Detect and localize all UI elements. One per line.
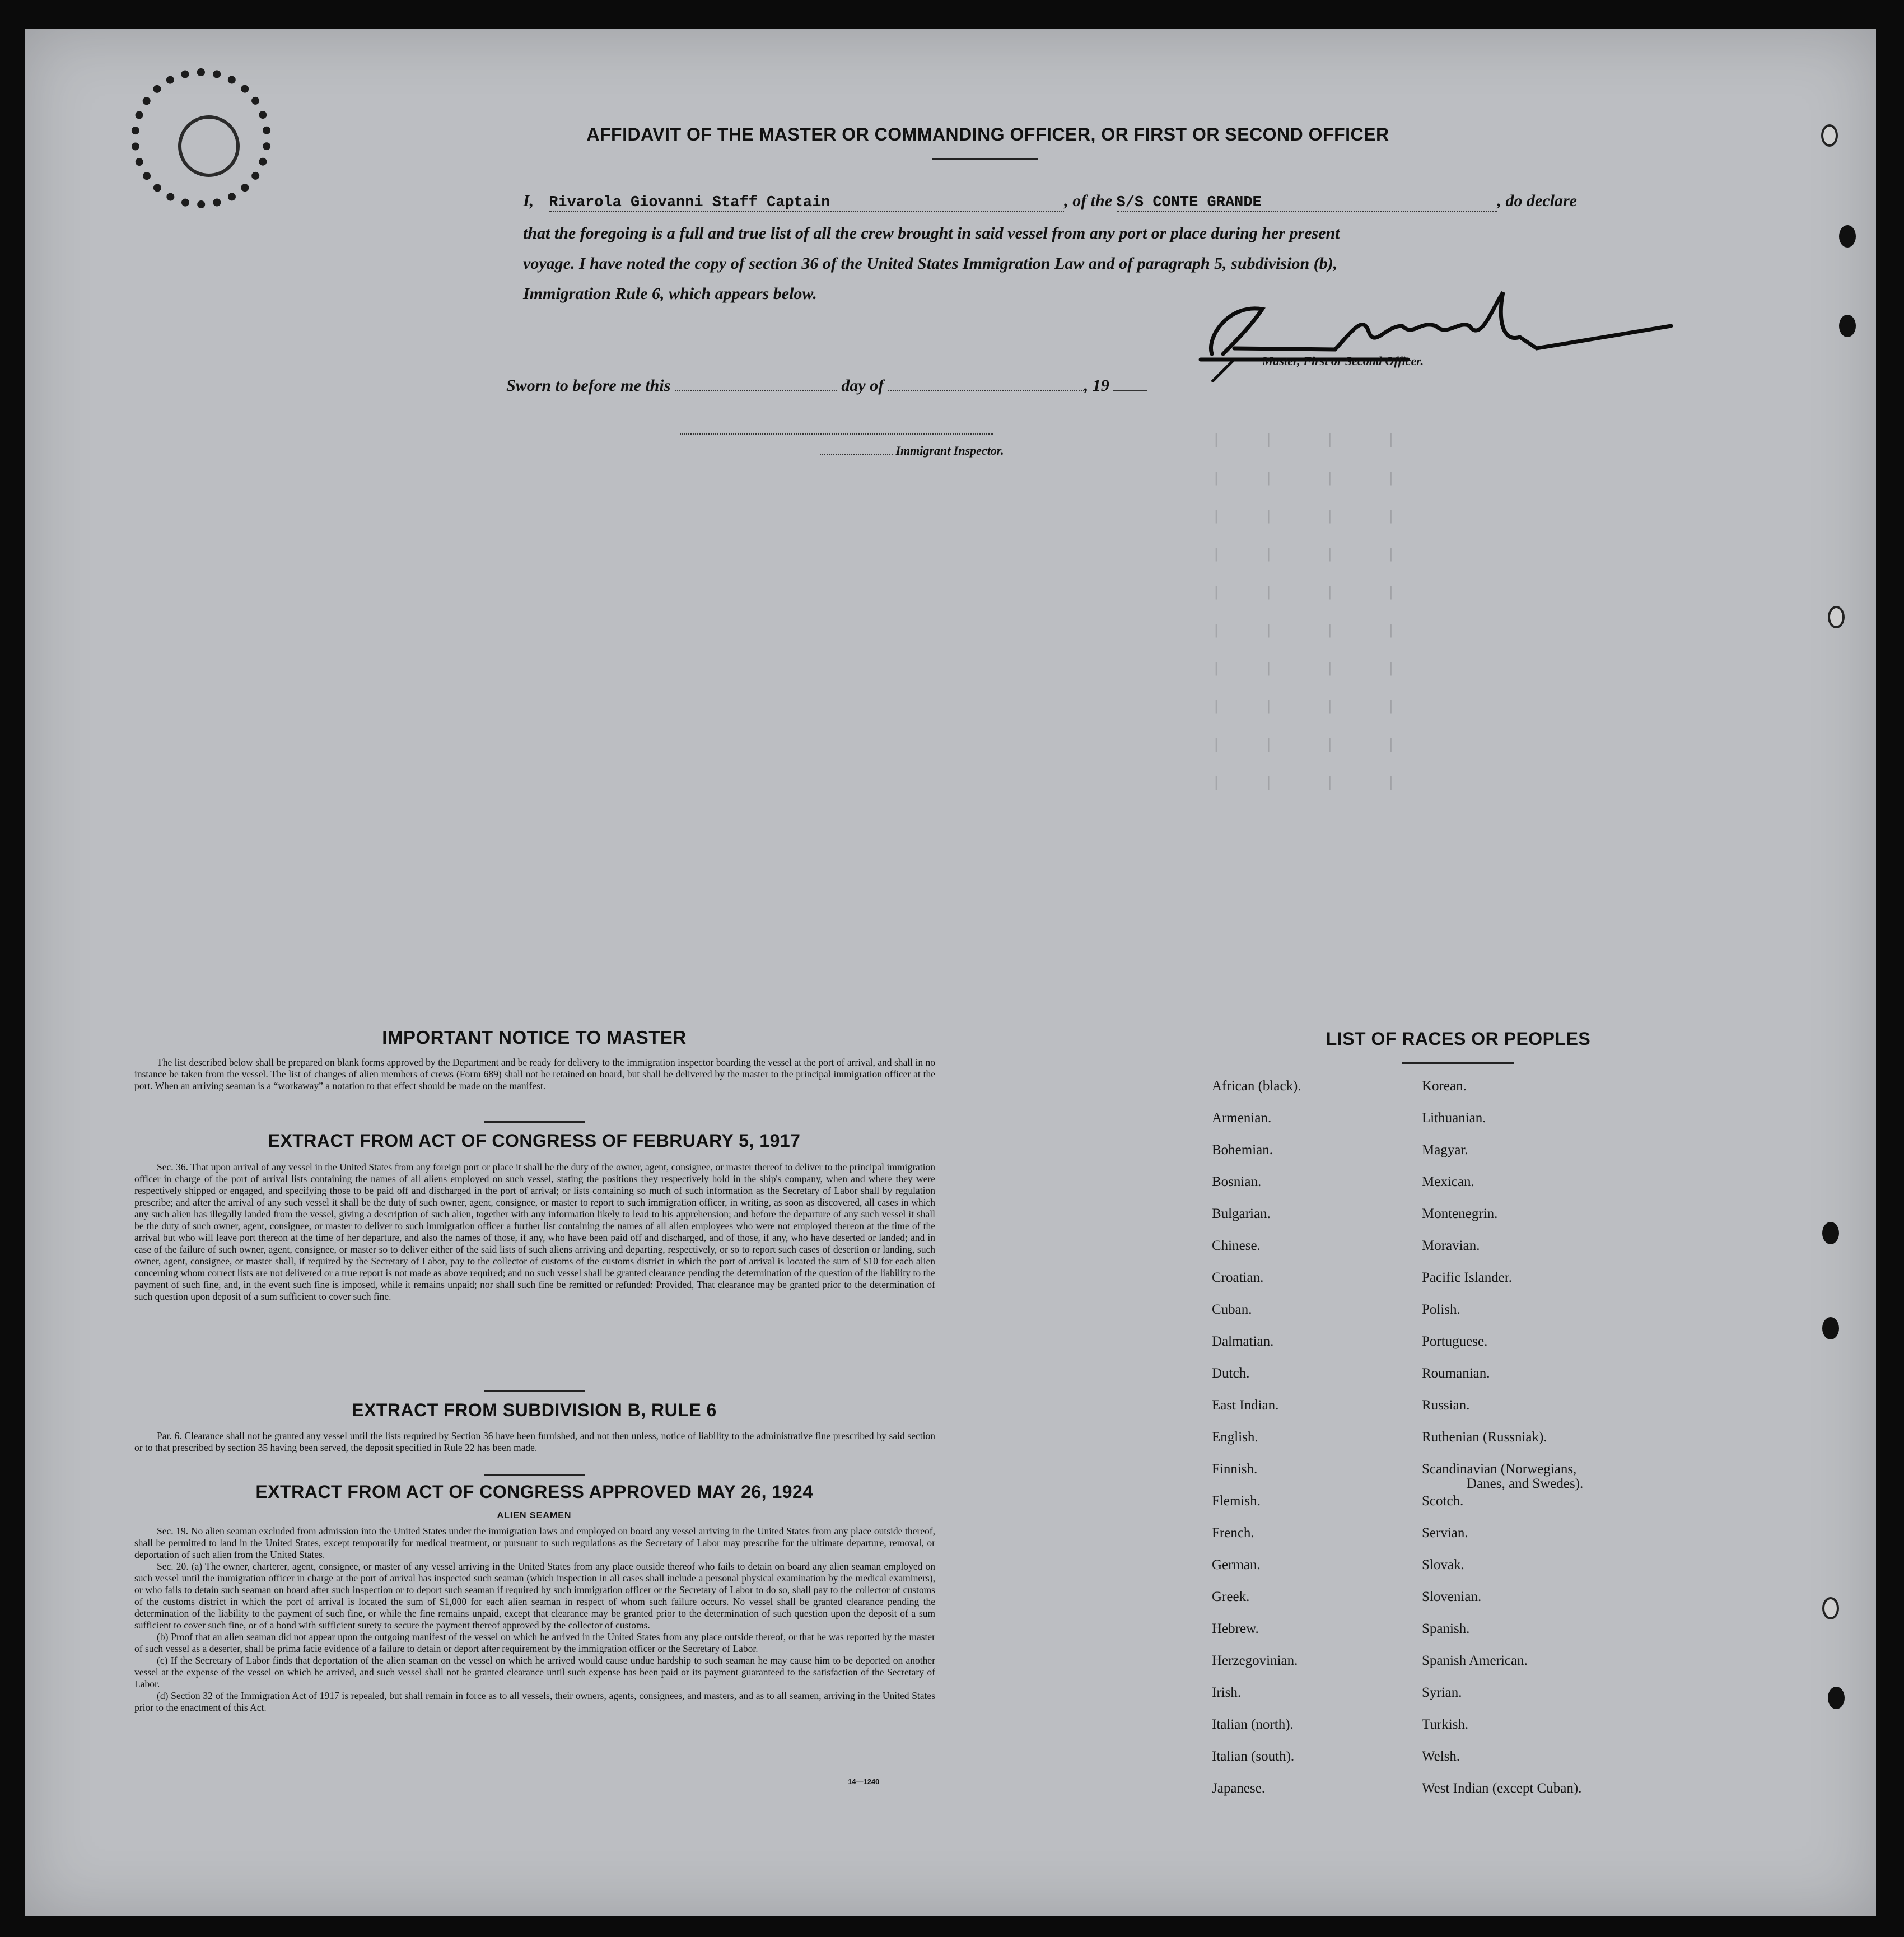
race-item: Greek. [1212,1589,1250,1604]
extract-1924-text: Sec. 19. No alien seaman excluded from admission into the United States under the immigration laws and employed on board any vessel arriving in the United States from any place outside thereof, shall be permitted to land in the United States, except temporarily for medical treatment, or pursuant to such regulations as the Secretary of Labor may prescribe for the ultimate departure, removal, or deportation of such alien from the United States. Sec. 20. (a) The owner, charterer, agent, consignee, or master of any vessel arriving in the United States from any place outside thereof who fails to detain on board any alien seaman employed on such vessel until the immigration officer in charge at the port of arrival has inspected such seaman (which inspection in all cases shall include a personal physical examination by the medical examiners), or who fails to detain such seaman on board after such inspection or to deport such seaman if required by such immigration officer or the Secretary of Labor to do so, shall pay to the collector of customs of the customs district in which the port of arrival is located the sum of $1,000 for each alien seaman in respect of whom such failure occurs. No vessel shall be granted clearance pending the determination of the liability to the payment of such fine, or while the fine remains unpaid, except that clearance may be granted prior to the determination of such question upon the deposit of a sum sufficient to cover such fine, or of a bond with sufficient surety to secure the payment thereof approved by the collector of customs. (b) Proof that an alien seaman did not appear upon the outgoing manifest of the vessel on which he arrived in the United States from any place outside thereof, or that he was reported by the master of such vessel as a deserter, shall be prima facie evidence of a failure to detain or deport after requirement by the immigration officer or the Secretary of Labor. (c) If the Secretary of Labor finds that deportation of the alien seaman on the vessel on which he arrived would cause undue hardship to such seaman he may cause him to be deported on another vessel at the expense of the vessel on which he arrived, and such vessel shall not be granted clearance until such expense has been paid or its payment guaranteed to the satisfaction of the Secretary of Labor. (d) Section 32 of the Immigration Act of 1917 is repealed, but shall remain in force as to all vessels, their owners, agents, consignees, and masters, and as to all seamen, arriving in the United States prior to the enactment of this Act. [134,1525,935,1713]
race-item: Chinese. [1212,1238,1261,1253]
affidavit-line-1 [523,192,1577,212]
inspector-signature-line [680,433,993,435]
race-item: Bulgarian. [1212,1206,1271,1221]
extract-1917-text: Sec. 36. That upon arrival of any vessel in the United States from any foreign port or place it shall be the duty of the owner, agent, consignee, or master thereof to deliver to the principal immigration officer in charge of the port of arrival lists containing the names of all aliens employed on such vessel, stating the positions they respectively hold in the ship's company, when and where they were respectively shipped or engaged, and specifying those to be paid off and discharged in the port of arrival; or lists containing so much of such information as the Secretary of Labor shall by regulation prescribe; and after the arrival of any such vessel it shall be the duty of such owner, agent, consignee, or master to report to such immigration officer, in writing, as soon as discovered, all cases in which any such alien has illegally landed from the vessel, giving a description of such alien, together with any information likely to lead to his apprehension; and before the departure of any such vessel it shall be the duty of such owner, agent, consignee, or master to deliver to such immigration officer a further list containing the names of all alien employees who were not employed thereon at the time of the arrival but who will leave port thereon at the time of her departure, and also the names of those, if any, who have been paid off and discharged, and of those, if any, who have deserted or landed; and in case of the failure of such owner, agent, consignee, or master so to deliver either of the said lists of such aliens arriving and departing, respectively, or so to report such cases of desertion or landing, such owner, agent, consignee, or master shall, if required by the Secretary of Labor, pay to the collector of customs of the customs district in which the port of arrival is located the sum of $10 for each alien concerning whom correct lists are not delivered or a true report is not made as above required; and no such vessel shall be granted clearance pending the determination of the question of the liability to the payment of such fine, and, in the event such fine is imposed, while it remains unpaid; nor shall such fine be remitted or refunded: Provided, That clearance may be granted prior to the determination of such question upon deposit of a sum sufficient to cover such fine. [134,1161,935,1302]
race-item: Moravian. [1422,1238,1480,1253]
sworn-prefix: Sworn to before me this [506,376,671,395]
race-item: Syrian. [1422,1685,1462,1700]
alien-seamen-subtitle: ALIEN SEAMEN [497,1511,572,1520]
sworn-line [506,376,1147,395]
race-item: Dutch. [1212,1366,1250,1381]
form-number: 14—1240 [848,1777,880,1786]
race-item: Magyar. [1422,1142,1468,1157]
race-item: Dalmatian. [1212,1334,1274,1349]
affidavit-line-3: voyage. I have noted the copy of section 36 of the United States Immigration Law and of paragraph 5, subdivision (b), [523,254,1338,273]
race-item: Ruthenian (Russniak). [1422,1430,1547,1445]
affidavit-of-the: , of the [1064,192,1113,210]
race-item: Scandinavian (Norwegians, [1422,1462,1577,1477]
affidavit-prefix: I, [523,192,534,210]
race-item: Japanese. [1212,1781,1266,1796]
race-item: Lithuanian. [1422,1110,1486,1126]
divider [484,1121,585,1123]
race-item: Mexican. [1422,1174,1474,1189]
race-item: Bosnian. [1212,1174,1262,1189]
binder-hole-icon [1821,124,1838,147]
race-item: West Indian (except Cuban). [1422,1781,1582,1796]
race-item: Portuguese. [1422,1334,1488,1349]
binder-hole-icon [1839,225,1856,248]
sworn-year-field [1113,390,1147,391]
race-item: East Indian. [1212,1398,1279,1413]
race-item: Polish. [1422,1302,1460,1317]
sworn-date-field [675,390,837,391]
race-item: African (black). [1212,1079,1301,1094]
race-item: Servian. [1422,1525,1468,1541]
races-underline [1402,1062,1514,1064]
race-item: Scotch. [1422,1493,1464,1509]
notice-text: The list described below shall be prepared on blank forms approved by the Department and be ready for delivery to the immigration inspector boarding the vessel at the port of arrival, and shall in no instance be taken from the vessel. The list of changes of alien members of crews (Form 689) shall not be retained on board, but shall be delivered by the master to the principal immigration officer at the port. When an arriving seaman is a “workaway” a notation to that effect should be made on the manifest. [134,1057,935,1091]
notice-title: IMPORTANT NOTICE TO MASTER [382,1027,687,1048]
binder-hole-icon [1828,1687,1845,1709]
race-item: Croatian. [1212,1270,1264,1285]
race-item: Slovenian. [1422,1589,1482,1604]
officer-signature [1167,270,1705,382]
divider [484,1390,585,1392]
race-item: Welsh. [1422,1749,1460,1764]
sworn-year-prefix: , 19 [1084,376,1109,395]
binder-hole-icon [1822,1222,1839,1244]
binder-hole-icon [1822,1597,1839,1619]
subdivision-text: Par. 6. Clearance shall not be granted any vessel until the lists required by Section 36 have been furnished, and not then unless, notice of liability to the administrative fine prescribed by said section or to that prescribed by section 35 having been served, the deposit specified in Rule 22 has been made. [134,1430,935,1453]
binder-hole-icon [1828,606,1845,628]
race-item: Cuban. [1212,1302,1252,1317]
race-item: English. [1212,1430,1258,1445]
document-page [25,29,1876,1916]
affidavit-line-2: that the foregoing is a full and true list of all the crew brought in said vessel from any port or place during her present [523,224,1340,242]
seal-center-icon [178,115,240,177]
extract-1924-title: EXTRACT FROM ACT OF CONGRESS APPROVED MAY 26, 1924 [255,1482,813,1502]
officer-name-field: Rivarola Giovanni Staff Captain [549,194,1064,212]
race-item: Montenegrin. [1422,1206,1498,1221]
inspector-caption: Immigrant Inspector. [820,444,1004,458]
race-item: Hebrew. [1212,1621,1259,1636]
race-item: Flemish. [1212,1493,1261,1509]
race-item: Slovak. [1422,1557,1464,1572]
sworn-month-field [888,390,1084,391]
race-item: Danes, and Swedes). [1467,1476,1584,1491]
race-item: Spanish. [1422,1621,1470,1636]
title-underline [932,158,1038,160]
race-item: Roumanian. [1422,1366,1490,1381]
race-item: German. [1212,1557,1261,1572]
affidavit-declare: , do declare [1497,192,1577,210]
binder-hole-icon [1839,315,1856,337]
race-item: Herzegovinian. [1212,1653,1298,1668]
race-item: Armenian. [1212,1110,1272,1126]
bleed-through-texture: | | | | | | | | | | | | | | | | | | | | | | | | | | | | | | | | | | | | | | | | [1212,432,1396,791]
race-item: Turkish. [1422,1717,1469,1732]
signature-caption: Master, First or Second Officer. [1262,354,1424,368]
race-item: Italian (south). [1212,1749,1295,1764]
race-item: Italian (north). [1212,1717,1294,1732]
affidavit-line-4: Immigration Rule 6, which appears below. [523,284,817,303]
race-item: Korean. [1422,1079,1467,1094]
affidavit-title: AFFIDAVIT OF THE MASTER OR COMMANDING OFFICER, OR FIRST OR SECOND OFFICER [586,124,1389,144]
vessel-name-field: S/S CONTE GRANDE [1117,194,1497,212]
race-item: Finnish. [1212,1462,1258,1477]
race-item: Irish. [1212,1685,1242,1700]
race-item: Spanish American. [1422,1653,1528,1668]
sworn-day-of: day of [841,376,884,395]
race-item: Pacific Islander. [1422,1270,1513,1285]
race-item: French. [1212,1525,1254,1541]
binder-hole-icon [1822,1317,1839,1339]
divider [484,1474,585,1476]
official-seal-stamp [131,68,271,208]
races-title: LIST OF RACES OR PEOPLES [1326,1029,1591,1049]
race-item: Russian. [1422,1398,1470,1413]
race-item: Bohemian. [1212,1142,1273,1157]
extract-1917-title: EXTRACT FROM ACT OF CONGRESS OF FEBRUARY 5, 1917 [268,1131,801,1151]
subdivision-title: EXTRACT FROM SUBDIVISION B, RULE 6 [352,1400,717,1420]
